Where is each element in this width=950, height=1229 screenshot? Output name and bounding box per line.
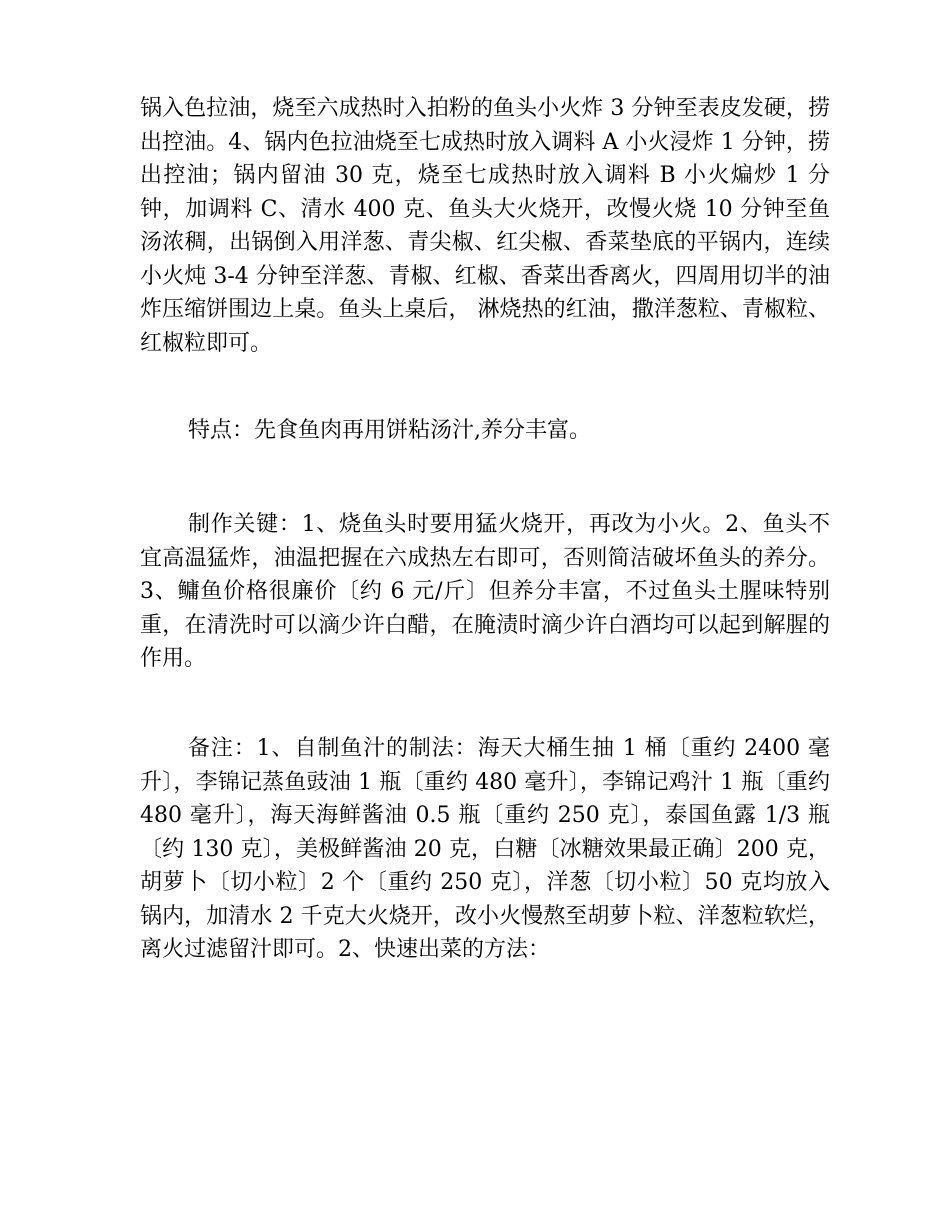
features-paragraph: 特点：先食鱼肉再用饼粘汤汁,养分丰富。 bbox=[188, 418, 591, 443]
cooking-steps-paragraph: 锅入色拉油，烧至六成热时入拍粉的鱼头小火炸 3 分钟至表皮发硬，捞出控油。4、锅内色拉油烧至七成热时放入调料 A 小火浸炸 1 分钟，捞出控油；锅内留油 30 克，烧至七成热时放入调料 B 小火煸炒 1 分钟，加调料 C、清水 400 克、鱼头大火烧开，改慢火烧 10 分钟至鱼汤浓稠，出锅倒入用洋葱、青尖椒、红尖椒、香菜垫底的平锅内，连续小火炖 3-4 分钟至洋葱、青椒、红椒、香菜出香离火，四周用切半的油炸压缩饼围边上桌。鱼头上桌后， 淋烧热的红油，撒洋葱粒、青椒粒、红椒粒即可。 bbox=[140, 96, 830, 356]
notes-paragraph: 备注：1、自制鱼汁的制法：海天大桶生抽 1 桶〔重约 2400 毫升〕，李锦记蒸鱼豉油 1 瓶〔重约 480 毫升〕，李锦记鸡汁 1 瓶〔重约 480 毫升〕，海天海鲜酱油 0.5 瓶〔重约 250 克〕，泰国鱼露 1/3 瓶〔约 130 克〕，美极鲜酱油 20 克，白糖〔冰糖效果最正确〕200 克，胡萝卜〔切小粒〕2 个〔重约 250 克〕，洋葱〔切小粒〕50 克均放入锅内，加清水 2 千克大火烧开，改小火慢熬至胡萝卜粒、洋葱粒软烂，离火过滤留汁即可。2、快速出菜的方法： bbox=[140, 736, 830, 962]
key-points-paragraph: 制作关键：1、烧鱼头时要用猛火烧开，再改为小火。2、鱼头不宜高温猛炸，油温把握在六成热左右即可，否则简洁破坏鱼头的养分。3、鳙鱼价格很廉价〔约 6 元/斤〕但养分丰富，不过鱼头土腥味特别重，在清洗时可以滴少许白醋，在腌渍时滴少许白酒均可以起到解腥的作用。 bbox=[140, 512, 830, 671]
